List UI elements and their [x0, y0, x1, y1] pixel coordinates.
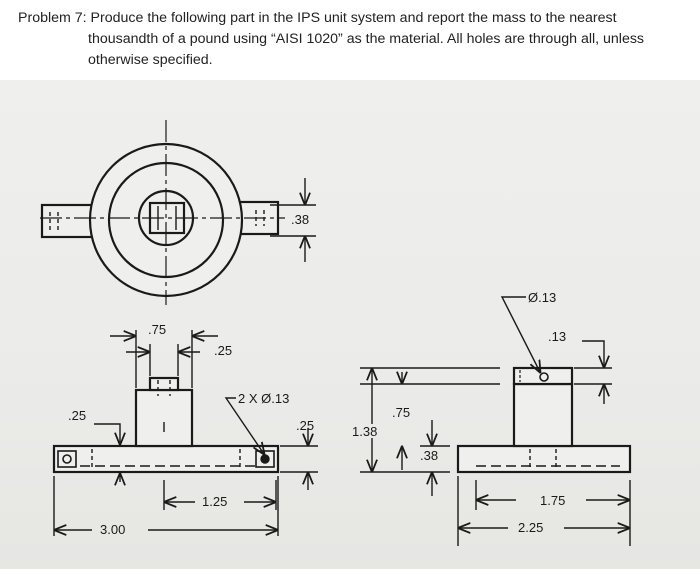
side-dimensions: [360, 297, 630, 546]
label-75: .75: [148, 322, 167, 337]
label-300: 3.00: [100, 522, 126, 537]
problem-line-1: Problem 7: Produce the following part in the IPS unit system and report the mass to the nearest: [18, 10, 617, 26]
label-2x-holes: 2 X Ø.13: [238, 391, 290, 406]
label-175: 1.75: [540, 493, 566, 508]
label-38-top: .38: [291, 212, 310, 227]
label-dia-13: Ø.13: [528, 290, 557, 305]
label-side-38: .38: [420, 448, 439, 463]
top-view: [40, 120, 285, 305]
drawing-sheet: [0, 80, 700, 569]
label-25-right: .25: [296, 418, 315, 433]
label-side-75: .75: [392, 405, 411, 420]
label-225: 2.25: [518, 520, 544, 535]
problem-statement: [18, 8, 682, 71]
label-25-boss: .25: [214, 343, 233, 358]
label-138: 1.38: [352, 424, 378, 439]
problem-line-3: otherwise specified.: [88, 52, 213, 68]
engineering-drawing: [0, 80, 700, 569]
label-13: .13: [548, 329, 567, 344]
label-25-left: .25: [68, 408, 87, 423]
problem-line-2: thousandth of a pound using “AISI 1020” as the material. All holes are through all, unless: [88, 31, 645, 47]
label-125: 1.25: [202, 494, 228, 509]
